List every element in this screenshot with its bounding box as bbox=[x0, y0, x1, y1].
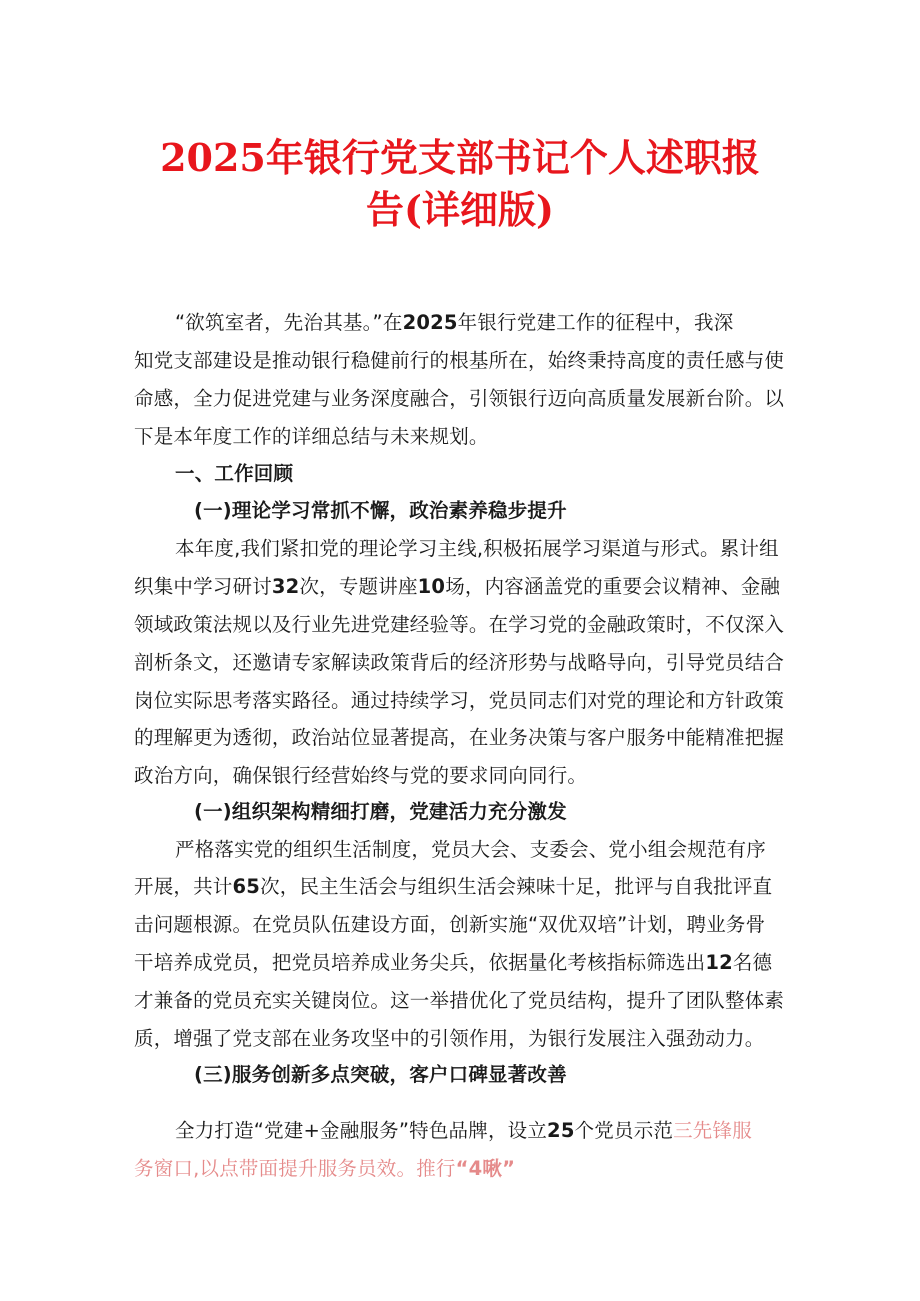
intro-year: 2025 bbox=[402, 311, 458, 334]
sub3-text-1c: 个党员示范 bbox=[574, 1119, 674, 1142]
subsection-heading-3: (三)服务创新多点突破，客户口碑显著改善 bbox=[194, 1063, 567, 1086]
sub1-line-2 bbox=[134, 572, 794, 602]
sub1-line-5: 岗位实际思考落实路径。通过持续学习，党员同志们对党的理论和方针政策 bbox=[134, 689, 785, 712]
sub1-line-6: 的理解更为透彻，政治站位显著提高，在业务决策与客户服务中能精准把握 bbox=[134, 726, 785, 749]
sub1-line-4: 剖析条文，还邀请专家解读政策背后的经济形势与战略导向，引导党员结合 bbox=[134, 651, 785, 674]
sub1-line-1: 本年度,我们紧扣党的理论学习主线,积极拓展学习渠道与形式。累计组 bbox=[175, 537, 779, 560]
sub1-count-study: 32 bbox=[271, 575, 300, 598]
sub3-count-windows: 25 bbox=[547, 1119, 575, 1142]
sub3-text-1d-faded: 三先锋服 bbox=[673, 1119, 752, 1142]
sub2-text-2a: 开展，共计 bbox=[134, 875, 233, 898]
subsection-heading-1: (一)理论学习常抓不懈，政治素养稳步提升 bbox=[194, 499, 567, 522]
intro-text-1c: 年银行党建工作的征程中，我深 bbox=[457, 311, 734, 334]
sub3-text-2b-faded: “4啾” bbox=[455, 1157, 516, 1180]
sub3-text-2a-faded: 务窗口,以点带面提升服务员效。推行 bbox=[134, 1157, 456, 1180]
document-title-line2: 告(详细版) bbox=[366, 187, 554, 232]
sub2-count-members: 12 bbox=[705, 951, 733, 974]
sub1-count-lecture: 10 bbox=[417, 575, 446, 598]
sub2-text-4c: 名德 bbox=[732, 951, 773, 974]
sub1-text-2a: 织集中学习研讨 bbox=[134, 575, 272, 598]
sub2-line-4 bbox=[134, 948, 794, 978]
sub1-line-7: 政治方向，确保银行经营始终与党的要求同向同行。 bbox=[134, 764, 588, 787]
intro-text-1a: “欲筑室者，先治其基。”在 bbox=[175, 311, 403, 334]
sub2-text-4a: 干培养成党员，把党员培养成业务尖兵，依据量化考核指标筛选出 bbox=[134, 951, 706, 974]
sub2-line-2 bbox=[134, 872, 794, 902]
intro-line-3: 命感，全力促进党建与业务深度融合，引领银行迈向高质量发展新台阶。以 bbox=[134, 387, 785, 410]
sub1-text-2c: 次，专题讲座 bbox=[299, 575, 418, 598]
sub2-line-3: 击问题根源。在党员队伍建设方面，创新实施“双优双培”计划，聘业务骨 bbox=[134, 913, 766, 936]
subsection-heading-2: (一)组织架构精细打磨，党建活力充分激发 bbox=[194, 800, 567, 823]
sub3-line-2 bbox=[134, 1154, 794, 1184]
intro-line-4: 下是本年度工作的详细总结与未来规划。 bbox=[134, 425, 489, 448]
sub2-line-6: 质，增强了党支部在业务攻坚中的引领作用，为银行发展注入强劲动力。 bbox=[134, 1027, 765, 1050]
sub3-text-1a: 全力打造“党建+金融服务”特色品牌，设立 bbox=[175, 1119, 548, 1142]
sub1-line-3: 领域政策法规以及行业先进党建经验等。在学习党的金融政策时，不仅深入 bbox=[134, 613, 785, 636]
sub3-line-1 bbox=[175, 1116, 835, 1146]
sub2-count-meetings: 65 bbox=[232, 875, 261, 898]
intro-line-1 bbox=[175, 308, 835, 338]
sub2-text-2c: 次，民主生活会与组织生活会辣味十足，批评与自我批评直 bbox=[260, 875, 773, 898]
intro-line-2: 知党支部建设是推动银行稳健前行的根基所在，始终秉持高度的责任感与使 bbox=[134, 349, 785, 372]
section-heading-review: 一、工作回顾 bbox=[175, 462, 294, 485]
sub1-text-2e: 场，内容涵盖党的重要会议精神、金融 bbox=[445, 575, 781, 598]
sub2-line-1: 严格落实党的组织生活制度，党员大会、支委会、党小组会规范有序 bbox=[175, 838, 767, 861]
sub2-line-5: 才兼备的党员充实关键岗位。这一举措优化了党员结构，提升了团队整体素 bbox=[134, 989, 785, 1012]
document-title-line1: 2025年银行党支部书记个人述职报 bbox=[160, 135, 760, 180]
